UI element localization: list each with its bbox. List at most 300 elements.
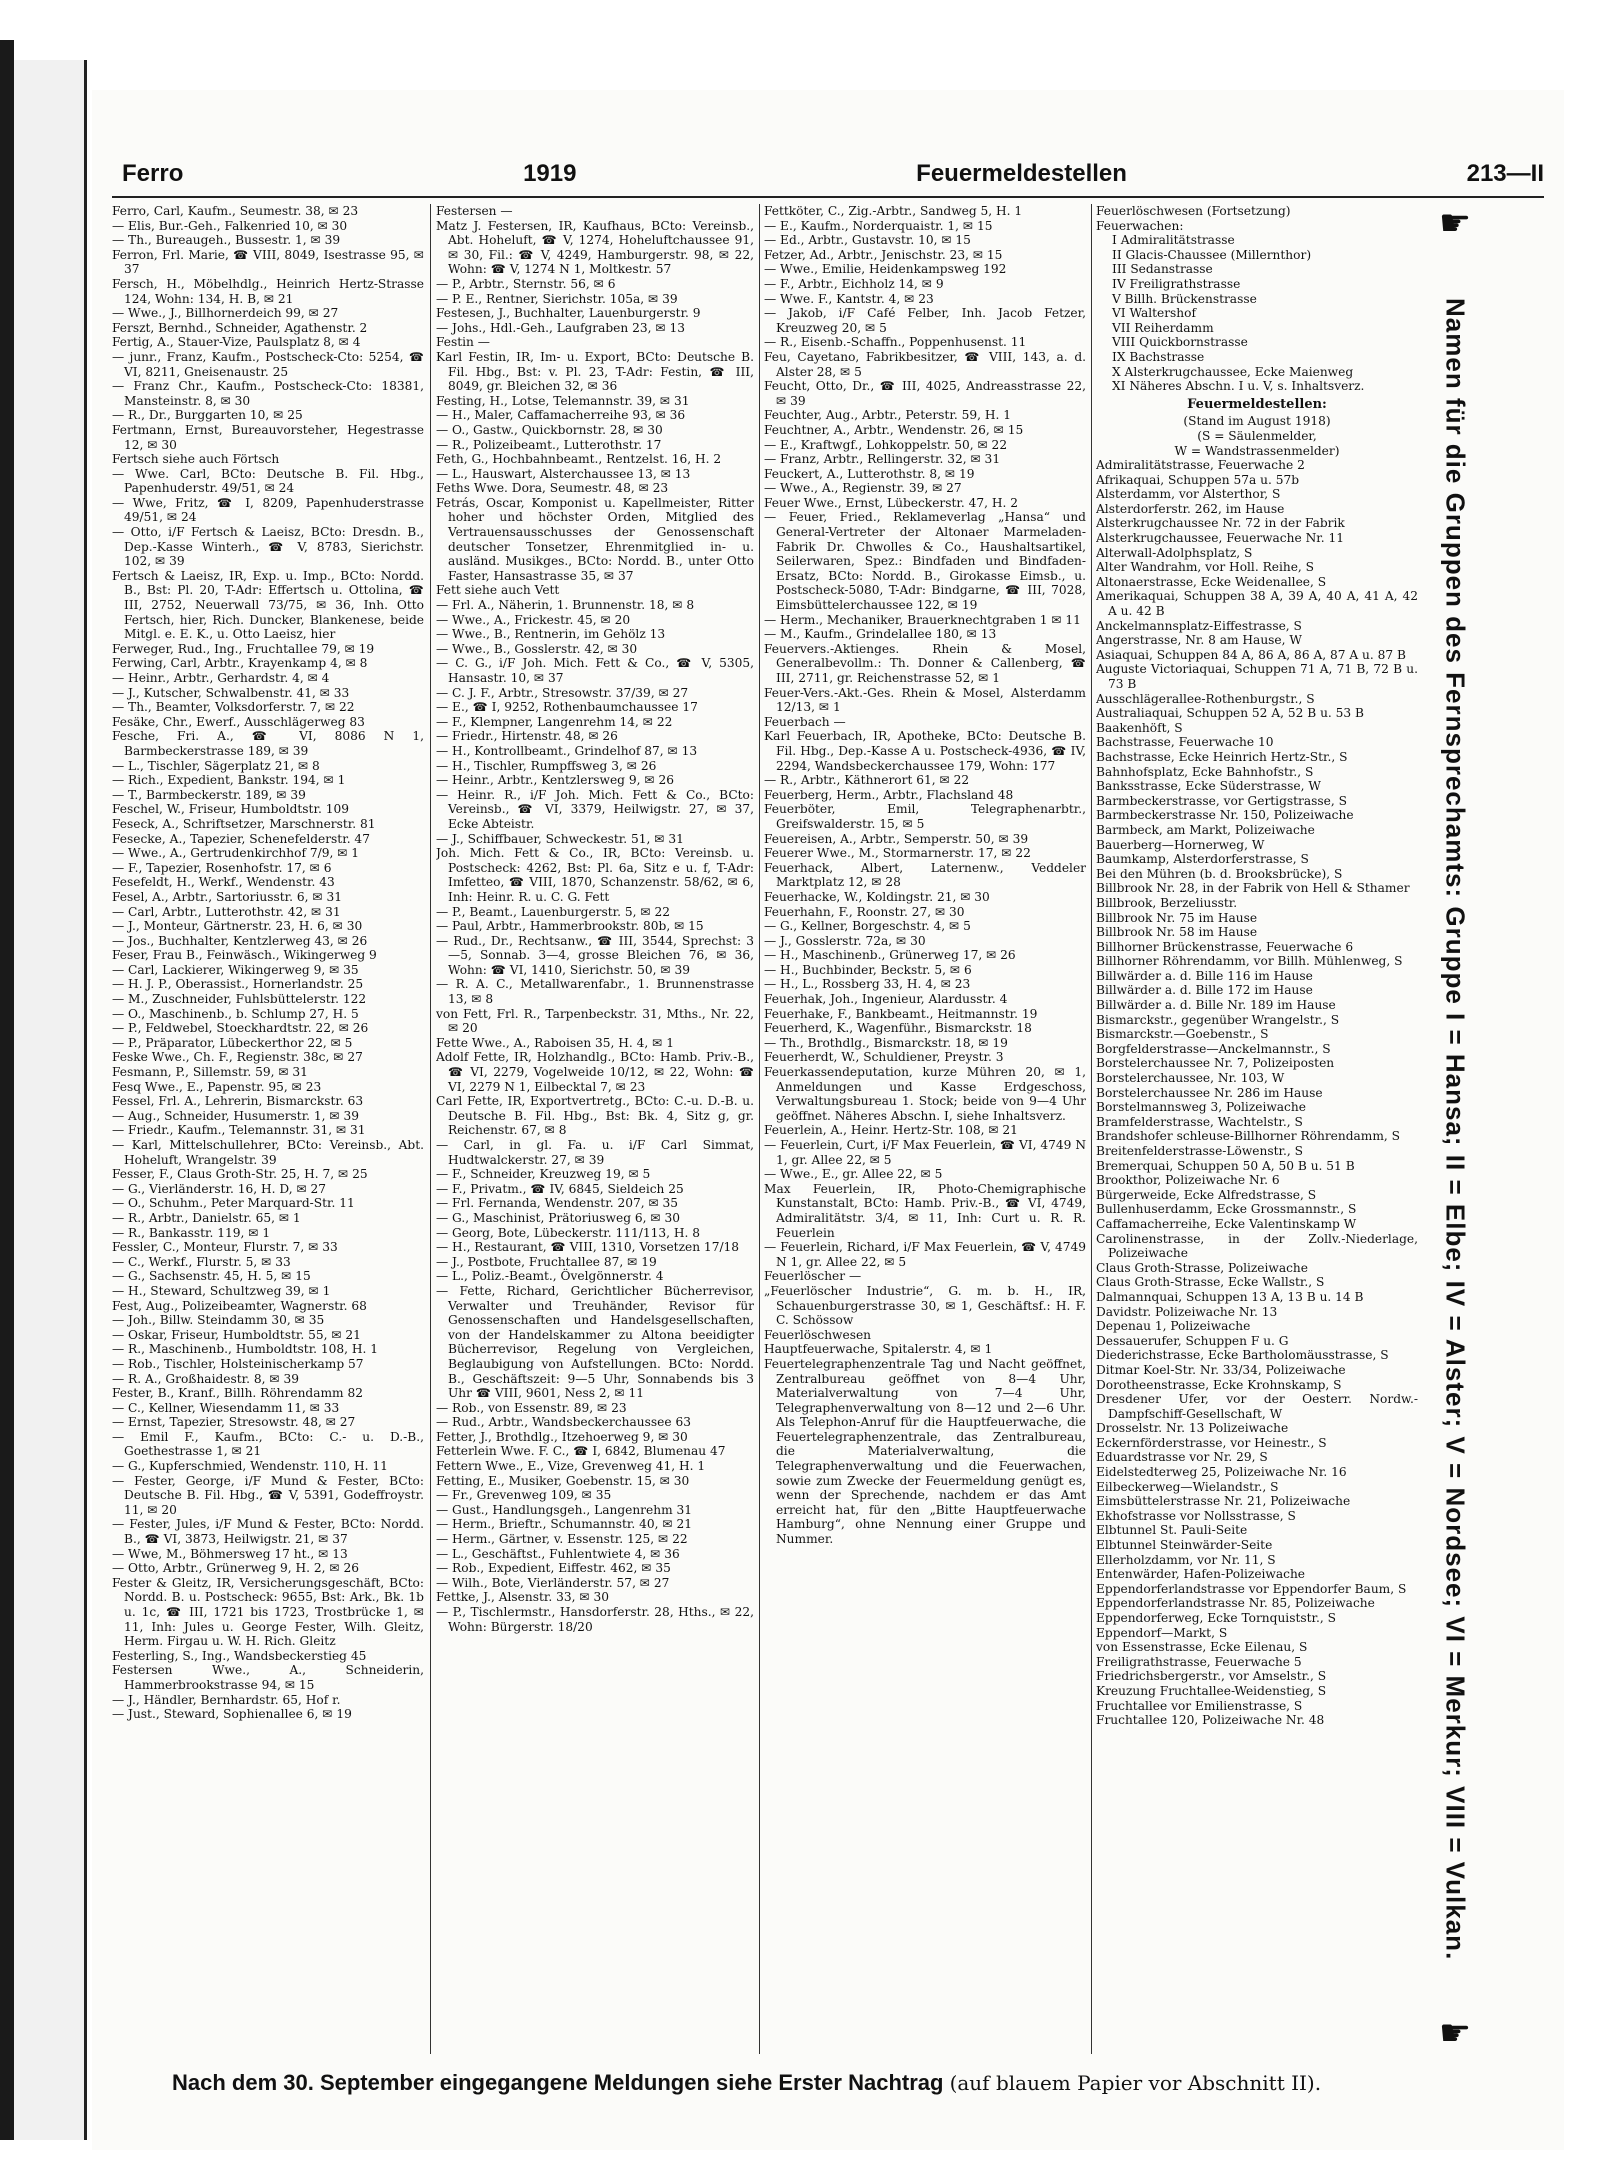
directory-entry: — H., Restaurant, ☎ VIII, 1310, Vorsetzen 17/18 [436, 1240, 740, 1255]
feuermeldestelle-entry: Depenau 1, Polizeiwache [1096, 1319, 1251, 1334]
feuermeldestelle-entry: Altonaerstrasse, Ecke Weidenallee, S [1096, 574, 1327, 589]
directory-entry: — E., ☎ I, 9252, Rothenbaumchaussee 17 [436, 700, 698, 715]
directory-entry: — R., Arbtr., Danielstr. 65, ✉ 1 [112, 1210, 301, 1225]
directory-entry: Feuerherdt, W., Schuldiener, Preystr. 3 [764, 1050, 1004, 1065]
directory-entry: Festerling, S., Ing., Wandsbeckerstieg 45 [112, 1648, 367, 1663]
header-rule [112, 196, 1544, 198]
directory-entry: — Wwe, Fritz, ☎ I, 8209, Papenhuderstrasse 49/51, ✉ 24 [112, 495, 424, 525]
feuermeldestelle-entry: Afrikaquai, Schuppen 57a u. 57b [1096, 472, 1300, 487]
feuermeldestelle-entry: Drosselstr. Nr. 13 Polizeiwache [1096, 1421, 1289, 1436]
feuermeldestelle-entry: Baakenhöft, S [1096, 720, 1183, 735]
feuermeldestelle-entry: Billwärder a. d. Bille 172 im Hause [1096, 983, 1313, 998]
feuermeldestelle-entry: Bürgerweide, Ecke Alfredstrasse, S [1096, 1187, 1317, 1202]
feuermeldestelle-entry: Bei den Mühren (b. d. Brooksbrücke), S [1096, 866, 1343, 881]
directory-entry: Feuchtner, A., Arbtr., Wendenstr. 26, ✉ 15 [764, 422, 1024, 437]
directory-entry: — O., Maschinenb., b. Schlump 27, H. 5 [112, 1006, 359, 1021]
feuermeldestelle-entry: Bachstrasse, Feuerwache 10 [1096, 735, 1274, 750]
directory-entry: — F., Privatm., ☎ IV, 6845, Sieldeich 25 [436, 1181, 684, 1196]
directory-entry: Fetrás, Oscar, Komponist u. Kapellmeister, Ritter hoher und höchster Orden, Mitglied des Vertrauensausschusses der Genossenschaft deutscher Tonsetzer, Ehrenmitglied in- u. ausländ. Musikges., BCto: Nordd. B., unter Otto Faster, Hansastrasse 35, ✉ 37 [436, 495, 754, 583]
directory-entry: — P., Beamt., Lauenburgerstr. 5, ✉ 22 [436, 904, 670, 919]
directory-entry: Fetter, J., Brothdlg., Itzehoerweg 9, ✉ 30 [436, 1429, 688, 1444]
feuermeldestelle-entry: Alterwall-Adolphsplatz, S [1096, 545, 1253, 560]
feuerwache-item: III Sedanstrasse [1112, 262, 1213, 277]
legend-line-1: (S = Säulenmelder, [1197, 428, 1317, 443]
directory-entry: Feuerhahn, F., Roonstr. 27, ✉ 30 [764, 904, 965, 919]
header-section-title: Feuermeldestellen [916, 160, 1127, 187]
directory-entry: — P., Arbtr., Sternstr. 56, ✉ 6 [436, 276, 616, 291]
directory-entry: Carl Fette, IR, Exportvertretg., BCto: C.-u. D.-B. u. Deutsche B. Fil. Hbg., Bst: Bk. 4, Sitz g, gr. Reichenstr. 67, ✉ 8 [436, 1094, 754, 1138]
feuermeldestelle-entry: Carolinenstrasse, in der Zollv.-Niederlage, Polizeiwache [1096, 1231, 1418, 1261]
feuerwache-item: VI Waltershof [1112, 306, 1197, 321]
directory-entry: — J., Schiffbauer, Schweckestr. 51, ✉ 31 [436, 831, 684, 846]
directory-entry: — Wwe., J., Billhornerdeich 99, ✉ 27 [112, 306, 339, 321]
directory-entry: — Heinr. R., i/F Joh. Mich. Fett & Co., BCto: Vereinsb., ☎ VI, 3379, Heilwigstr. 27, ✉ 37, Ecke Abteistr. [436, 787, 754, 831]
feuermeldestelle-entry: Anckelmannsplatz-Eiffestrasse, S [1096, 618, 1302, 633]
feuermeldestelle-entry: Bauerberg—Hornerweg, W [1096, 837, 1265, 852]
directory-entry: Fest, Aug., Polizeibeamter, Wagnerstr. 68 [112, 1298, 367, 1313]
directory-entry: — Ed., Arbtr., Gustavstr. 10, ✉ 15 [764, 233, 971, 248]
directory-entry: — R. A. C., Metallwarenfabr., 1. Brunnenstrasse 13, ✉ 8 [436, 977, 754, 1007]
directory-entry: — H., Buchbinder, Beckstr. 5, ✉ 6 [764, 962, 972, 977]
feuermeldestelle-entry: Billhorner Brückenstrasse, Feuerwache 6 [1096, 939, 1354, 954]
directory-entry: Fesefeldt, H., Werkf., Wendenstr. 43 [112, 875, 335, 890]
feuermeldestelle-entry: Diederichstrasse, Ecke Bartholomäusstrasse, S [1096, 1348, 1389, 1363]
directory-entry: — Feuerlein, Curt, i/F Max Feuerlein, ☎ VI, 4749 N 1, gr. Allee 22, ✉ 5 [764, 1138, 1086, 1167]
feuermeldestelle-entry: Alter Wandrahm, vor Holl. Reihe, S [1096, 560, 1315, 575]
directory-entry: Feuerböter, Emil, Telegraphenarbtr., Greifswalderstr. 15, ✉ 5 [764, 802, 1086, 831]
feuermeldestelle-entry: Dorotheenstrasse, Ecke Krohnskamp, S [1096, 1377, 1342, 1392]
directory-entry: Fetterlein Wwe. F. C., ☎ I, 6842, Blumenau 47 [436, 1444, 726, 1459]
directory-entry: — O., Gastw., Quickbornstr. 28, ✉ 30 [436, 422, 663, 437]
directory-entry: Feuerberg, Herm., Arbtr., Flachsland 48 [764, 787, 1014, 802]
feuermeldestelle-entry: Barmbeckerstrasse Nr. 150, Polizeiwache [1096, 808, 1354, 823]
feuermeldestelle-entry: Borstelerchaussee Nr. 286 im Hause [1096, 1085, 1323, 1100]
feuermeldestelle-entry: Ausschlägerallee-Rothenburgstr., S [1096, 691, 1315, 706]
column-4 [1096, 204, 1418, 2054]
directory-entry: — C. G., i/F Joh. Mich. Fett & Co., ☎ V, 5305, Hansastr. 10, ✉ 37 [436, 656, 754, 685]
directory-entry: — R., Arbtr., Käthnerort 61, ✉ 22 [764, 773, 970, 788]
feuermeldestelle-entry: Brandshofer schleuse-Billhorner Röhrendamm, S [1096, 1129, 1400, 1144]
directory-entry: Feuerbach — [764, 714, 846, 729]
directory-entry: — Emil F., Kaufm., BCto: C.- u. D.-B., Goethestrasse 1, ✉ 21 [112, 1429, 424, 1459]
directory-entry: — Wwe, M., Böhmersweg 17 ht., ✉ 13 [112, 1546, 348, 1561]
scan-edge [0, 40, 14, 2140]
directory-entry: — R., Polizeibeamt., Lutterothstr. 17 [436, 437, 662, 452]
directory-entry: Fesäke, Chr., Ewerf., Ausschlägerweg 83 [112, 714, 365, 729]
directory-entry: — P. E., Rentner, Sierichstr. 105a, ✉ 39 [436, 291, 678, 306]
directory-entry: — L., Poliz.-Beamt., Övelgönnerstr. 4 [436, 1269, 664, 1284]
directory-entry: — Oskar, Friseur, Humboldtstr. 55, ✉ 21 [112, 1327, 361, 1342]
feuermeldestelle-entry: Elbtunnel St. Pauli-Seite [1096, 1523, 1248, 1538]
directory-entry: Feuckert, A., Lutterothstr. 8, ✉ 19 [764, 466, 975, 481]
directory-entry: — Friedr., Hirtenstr. 48, ✉ 26 [436, 729, 618, 744]
feuermeldestelle-entry: Barmbeck, am Markt, Polizeiwache [1096, 822, 1315, 837]
feuermeldestelle-entry: Elbtunnel Steinwärder-Seite [1096, 1538, 1273, 1553]
feuerwache-item: VII Reiherdamm [1112, 320, 1214, 335]
directory-entry: Feuchter, Aug., Arbtr., Peterstr. 59, H. 1 [764, 408, 1011, 423]
directory-entry: — J., Händler, Bernhardstr. 65, Hof r. [112, 1692, 341, 1707]
directory-entry: — J., Kutscher, Schwalbenstr. 41, ✉ 33 [112, 685, 350, 700]
directory-entry: — R., Maschinenb., Humboldtstr. 108, H. 1 [112, 1342, 379, 1357]
directory-entry: — J., Gosslerstr. 72a, ✉ 30 [764, 933, 926, 948]
directory-entry: — M., Zuschneider, Fuhlsbüttelerstr. 122 [112, 992, 367, 1007]
directory-entry: Feuerlöschwesen [764, 1327, 872, 1342]
directory-entry: — Herm., Gärtner, v. Essenstr. 125, ✉ 22 [436, 1532, 688, 1547]
directory-entry: — H. J. P., Oberassist., Hornerlandstr. 25 [112, 977, 364, 992]
directory-entry: — Aug., Schneider, Husumerstr. 1, ✉ 39 [112, 1108, 360, 1123]
directory-entry: Feser, Frau B., Feinwäsch., Wikingerweg 9 [112, 948, 377, 963]
directory-entry: Adolf Fette, IR, Holzhandlg., BCto: Hamb. Priv.-B., ☎ VI, 2279, Vogelweide 10/12, ✉ 22, Wohn: ☎ VI, 2279 N 1, Eilbecktal 7, ✉ 23 [436, 1050, 754, 1094]
directory-entry: — L., Geschäftst., Fuhlentwiete 4, ✉ 36 [436, 1546, 680, 1561]
directory-entry: — Wwe., A., Gertrudenkirchhof 7/9, ✉ 1 [112, 846, 360, 861]
column-divider [430, 204, 431, 2054]
directory-entry: — Jos., Buchhalter, Kentzlerweg 43, ✉ 26 [112, 933, 368, 948]
footer-note [172, 2070, 1444, 2096]
feuermeldestelle-entry: Caffamacherreihe, Ecke Valentinskamp W [1096, 1216, 1357, 1231]
feuermeldestelle-entry: Claus Groth-Strasse, Polizeiwache [1096, 1260, 1308, 1275]
feuermeldestelle-entry: Bahnhofsplatz, Ecke Bahnhofstr., S [1096, 764, 1314, 779]
directory-entry: — Frl. Fernanda, Wendenstr. 207, ✉ 35 [436, 1196, 679, 1211]
directory-entry: — Elis, Bur.-Geh., Falkenried 10, ✉ 30 [112, 218, 348, 233]
directory-entry: Karl Festin, IR, Im- u. Export, BCto: Deutsche B. Fil. Hbg., Bst: v. Pl. 23, T-Adr: Festin, ☎ III, 8049, gr. Bleichen 32, ✉ 36 [436, 349, 754, 394]
directory-entry: — Wwe., A., Regienstr. 39, ✉ 27 [764, 481, 962, 496]
directory-entry: — Fester, George, i/F Mund & Fester, BCto: Deutsche B. Fil. Hbg., ☎ V, 5391, Godeffroystr. 11, ✉ 20 [112, 1473, 424, 1517]
column-2 [436, 204, 754, 2054]
feuermeldestelle-entry: Borstelerchaussee Nr. 7, Polizeiposten [1096, 1056, 1335, 1071]
directory-entry: — L., Hauswart, Alsterchaussee 13, ✉ 13 [436, 466, 691, 481]
feuermeldestelle-entry: Eppendorferlandstrasse Nr. 85, Polizeiwache [1096, 1596, 1375, 1611]
directory-entry: — C., Werkf., Flurstr. 5, ✉ 33 [112, 1254, 291, 1269]
directory-entry: Feuer Wwe., Ernst, Lübeckerstr. 47, H. 2 [764, 495, 1019, 510]
directory-entry: — P., Tischlermstr., Hansdorferstr. 28, Hths., ✉ 22, Wohn: Bürgerstr. 18/20 [436, 1605, 754, 1634]
directory-entry: — Franz, Arbtr., Rellingerstr. 32, ✉ 31 [764, 452, 1001, 467]
feuermeldestelle-entry: Alsterdorferstr. 262, im Hause [1096, 501, 1285, 516]
directory-entry: — Joh., Billw. Steindamm 30, ✉ 35 [112, 1313, 325, 1328]
feuermeldestelle-entry: Fruchtallee vor Emilienstrasse, S [1096, 1698, 1303, 1713]
directory-entry: — Wwe., B., Gosslerstr. 42, ✉ 30 [436, 641, 638, 656]
feuermeldestelle-entry: Dalmannquai, Schuppen 13 A, 13 B u. 14 B [1096, 1289, 1364, 1304]
feuermeldestelle-entry: Borstelmannsweg 3, Polizeiwache [1096, 1100, 1306, 1115]
directory-entry: — R., Bankasstr. 119, ✉ 1 [112, 1225, 271, 1240]
directory-entry: — Rob., Expedient, Eiffestr. 462, ✉ 35 [436, 1561, 671, 1576]
feuermeldestelle-entry: Eckernförderstrasse, vor Heinestr., S [1096, 1435, 1327, 1450]
feuermeldestelle-entry: Eppendorf—Markt, S [1096, 1625, 1228, 1640]
directory-entry: Fester, B., Kranf., Billh. Röhrendamm 82 [112, 1386, 363, 1401]
column-3 [764, 204, 1086, 2054]
directory-entry: — Th., Beamter, Volksdorferstr. 7, ✉ 22 [112, 700, 355, 715]
feuermeldestelle-entry: Amerikaquai, Schuppen 38 A, 39 A, 40 A, 41 A, 42 A u. 42 B [1096, 589, 1418, 619]
section-title: Feuermeldestellen: [1187, 396, 1327, 412]
running-head [122, 160, 1544, 194]
directory-entry: — M., Kaufm., Grindelallee 180, ✉ 13 [764, 627, 997, 642]
feuermeldestelle-entry: Eduardstrasse vor Nr. 29, S [1096, 1450, 1268, 1465]
left-page-sliver [14, 60, 87, 2140]
directory-entry: — Wwe. F., Kantstr. 4, ✉ 23 [764, 291, 934, 306]
feuermeldestelle-entry: Billbrook Nr. 75 im Hause [1096, 910, 1258, 925]
directory-entry: Ferweger, Rud., Ing., Fruchtallee 79, ✉ 19 [112, 641, 375, 656]
directory-entry: Feuereisen, A., Arbtr., Semperstr. 50, ✉ 39 [764, 831, 1029, 846]
directory-entry: — Rob., von Essenstr. 89, ✉ 23 [436, 1400, 627, 1415]
directory-entry: Fett siehe auch Vett [436, 583, 560, 598]
directory-entry: — Frl. A., Näherin, 1. Brunnenstr. 18, ✉ 8 [436, 598, 695, 613]
directory-entry: Feuerhack, Albert, Laternenw., Veddeler Marktplatz 12, ✉ 28 [764, 860, 1086, 890]
directory-entry: — Karl, Mittelschullehrer, BCto: Vereinsb., Abt. Hoheluft, Wrangelstr. 39 [112, 1138, 424, 1167]
directory-entry: — junr., Franz, Kaufm., Postscheck-Cto: 5254, ☎ VI, 8211, Gneisenaustr. 25 [112, 349, 424, 379]
directory-entry: Ferwing, Carl, Arbtr., Krayenkamp 4, ✉ 8 [112, 656, 368, 671]
directory-entry: — R., Dr., Burggarten 10, ✉ 25 [112, 408, 303, 423]
feuermeldestelle-entry: Davidstr. Polizeiwache Nr. 13 [1096, 1304, 1278, 1319]
directory-entry: — Carl, Lackierer, Wikingerweg 9, ✉ 35 [112, 962, 359, 977]
directory-entry: — E., Kraftwgf., Lohkoppelstr. 50, ✉ 22 [764, 437, 1008, 452]
directory-entry: Max Feuerlein, IR, Photo-Chemigraphische Kunstanstalt, BCto: Hamb. Priv.-B., ☎ VI, 4749, Admiralitätstr. 3/4, ✉ 11, Inh: Curt u. R. R. Feuerlein [764, 1181, 1086, 1240]
directory-entry: — Rud., Dr., Rechtsanw., ☎ III, 3544, Sprechst: 3—5, Sonnab. 3—4, grosse Bleichen 76, ✉ 36, Wohn: ☎ VI, 1410, Sierichstr. 50, ✉ 39 [436, 933, 754, 977]
feuerwache-item: IV Freiligrathstrasse [1112, 276, 1241, 291]
pointing-hand-icon: ☛ [1438, 2012, 1472, 2054]
directory-entry: — G., Vierländerstr. 16, H. D, ✉ 27 [112, 1181, 327, 1196]
directory-entry: — H., Tischler, Rumpffsweg 3, ✉ 26 [436, 758, 657, 773]
directory-entry: — Heinr., Arbtr., Gerhardstr. 4, ✉ 4 [112, 671, 330, 685]
directory-entry: — P., Präparator, Lübeckerthor 22, ✉ 5 [112, 1035, 353, 1050]
feuermeldestelle-entry: Bramfelderstrasse, Wachtelstr., S [1096, 1114, 1303, 1129]
directory-entry: — F., Arbtr., Eichholz 14, ✉ 9 [764, 276, 944, 291]
directory-entry: Ferron, Frl. Marie, ☎ VIII, 8049, Isestrasse 95, ✉ 37 [112, 247, 424, 277]
feuermeldestelle-entry: Bismarckstr.—Goebenstr., S [1096, 1027, 1269, 1042]
column-divider [1091, 204, 1092, 2054]
directory-entry: — C., Kellner, Wiesendamm 11, ✉ 33 [112, 1400, 340, 1415]
directory-entry: — G., Sachsenstr. 45, H. 5, ✉ 15 [112, 1269, 311, 1284]
feuermeldestelle-entry: Fruchtallee 120, Polizeiwache Nr. 48 [1096, 1713, 1325, 1728]
directory-entry: — F., Tapezier, Rosenhofstr. 17, ✉ 6 [112, 860, 332, 875]
directory-entry: Feuervers.-Aktienges. Rhein & Mosel, Generalbevollm.: Th. Donner & Callenberg, ☎ III, 2711, gr. Reichenstrasse 52, ✉ 1 [764, 641, 1086, 685]
footer-normal-text: (auf blauem Papier vor Abschnitt II). [949, 2071, 1322, 2095]
directory-entry: Fertsch siehe auch Förtsch [112, 452, 280, 467]
directory-entry: — G., Kellner, Borgeschstr. 4, ✉ 5 [764, 919, 971, 934]
directory-entry: — Franz Chr., Kaufm., Postscheck-Cto: 18381, Mansteinstr. 8, ✉ 30 [112, 379, 424, 408]
feuermeldestelle-entry: Bremerquai, Schuppen 50 A, 50 B u. 51 B [1096, 1158, 1355, 1173]
directory-entry: Fesche, Fri. A., ☎ VI, 8086 N 1, Barmbeckerstrasse 189, ✉ 39 [112, 729, 424, 758]
directory-entry: Karl Feuerbach, IR, Apotheke, BCto: Deutsche B. Fil. Hbg., Dep.-Kasse A u. Postscheck-4936, ☎ IV, 2294, Wandsbeckerchaussee 179, Wohn: 177 [764, 729, 1086, 773]
directory-entry: — Wwe., B., Rentnerin, im Gehölz 13 [436, 627, 666, 642]
feuerwache-item: XI Näheres Abschn. I u. V, s. Inhaltsverz. [1112, 379, 1365, 394]
directory-page [92, 90, 1564, 2150]
feuermeldestelle-entry: Asiaquai, Schuppen 84 A, 86 A, 86 A, 87 A u. 87 B [1096, 647, 1406, 662]
feuermeldestelle-entry: Bachstrasse, Ecke Heinrich Hertz-Str., S [1096, 749, 1348, 764]
feuermeldestelle-entry: Billwärder a. d. Bille Nr. 189 im Hause [1096, 998, 1336, 1013]
directory-entry: — J., Postbote, Fruchtallee 87, ✉ 19 [436, 1254, 657, 1269]
directory-entry: Festersen — [436, 204, 513, 218]
directory-entry: — Paul, Arbtr., Hammerbrookstr. 80b, ✉ 15 [436, 919, 704, 934]
footer-bold-text: Nach dem 30. September eingegangene Meldungen siehe Erster Nachtrag [172, 2070, 944, 2095]
directory-entry: Feuerhacke, W., Koldingstr. 21, ✉ 30 [764, 889, 990, 904]
directory-entry: — Carl, Arbtr., Lutterothstr. 42, ✉ 31 [112, 904, 341, 919]
directory-entry: — J., Monteur, Gärtnerstr. 23, H. 6, ✉ 30 [112, 919, 363, 934]
feuerwache-item: V Billh. Brückenstrasse [1112, 291, 1257, 306]
directory-entry: Fertig, A., Stauer-Vize, Paulsplatz 8, ✉ 4 [112, 335, 361, 350]
feuermeldestelle-entry: Alsterkrugchaussee, Feuerwache Nr. 11 [1096, 531, 1344, 546]
directory-entry: — Th., Bureaugeh., Bussestr. 1, ✉ 39 [112, 233, 341, 248]
feuermeldestelle-entry: Eilbeckerweg—Wielandstr., S [1096, 1479, 1279, 1494]
directory-entry: — Wwe., E., gr. Allee 22, ✉ 5 [764, 1167, 943, 1182]
feuerwachen-label: Feuerwachen: [1096, 218, 1184, 233]
directory-entry: — Jakob, i/F Café Felber, Inh. Jacob Fetzer, Kreuzweg 20, ✉ 5 [764, 306, 1086, 335]
directory-entry: — Otto, Arbtr., Grünerweg 9, H. 2, ✉ 26 [112, 1561, 359, 1576]
directory-entry: Feuerkassendeputation, kurze Mühren 20, ✉ 1, Anmeldungen und Kasse Erdgeschoss, Verwaltungsbureau 1. Stock; beide von 9—4 Uhr geöffnet. Näheres Abschn. I, siehe Inhaltsverz. [764, 1065, 1086, 1123]
feuermeldestelle-entry: Ditmar Koel-Str. Nr. 33/34, Polizeiwache [1096, 1362, 1346, 1377]
directory-entry: — H., Steward, Schultzweg 39, ✉ 1 [112, 1283, 331, 1298]
directory-entry: Fetting, E., Musiker, Goebenstr. 15, ✉ 30 [436, 1473, 690, 1488]
directory-entry: Festing, H., Lotse, Telemannstr. 39, ✉ 31 [436, 393, 690, 408]
directory-entry: Feths Wwe. Dora, Seumestr. 48, ✉ 23 [436, 481, 669, 496]
directory-entry: „Feuerlöscher Industrie“, G. m. b. H., IR, Schauenburgerstrasse 30, ✉ 1, Geschäftsf.: H. F. C. Schössow [764, 1283, 1086, 1328]
feuermeldestelle-entry: Eppendorferweg, Ecke Tornquiststr., S [1096, 1611, 1336, 1625]
feuermeldestelle-entry: Eidelstedterweg 25, Polizeiwache Nr. 16 [1096, 1465, 1347, 1480]
directory-entry: — F., Klempner, Langenrehm 14, ✉ 22 [436, 714, 673, 729]
feuermeldestelle-entry: Angerstrasse, Nr. 8 am Hause, W [1096, 633, 1302, 648]
directory-entry: Fertsch & Laeisz, IR, Exp. u. Imp., BCto: Nordd. B., Bst: Pl. 20, T-Adr: Effertsch u. Ottolina, ☎ III, 2752, Neuerwall 73/75, ✉ 36, Inh. Otto Fertsch, hier, Rich. Duncker, Blankenese, beide Mitgl. e. E. K., u. Otto Laeisz, hier [112, 568, 424, 642]
directory-entry: Feth, G., Hochbahnbeamt., Rentzelst. 16, H. 2 [436, 452, 722, 467]
directory-entry: — Just., Steward, Sophienallee 6, ✉ 19 [112, 1707, 352, 1722]
feuermeldestelle-entry: Alsterkrugchaussee Nr. 72 in der Fabrik [1096, 516, 1345, 531]
legend-line-2: W = Wandstrassenmelder) [1174, 443, 1340, 458]
feuermeldestelle-entry: Bismarckstr., gegenüber Wrangelstr., S [1096, 1012, 1340, 1027]
telephone-groups-strip [1430, 204, 1480, 2054]
directory-entry: Feuerhake, F., Bankbeamt., Heitmannstr. 19 [764, 1006, 1038, 1021]
feuermeldestelle-entry: Entenwärder, Hafen-Polizeiwache [1096, 1567, 1306, 1582]
feuermeldestelle-entry: Freiligrathstrasse, Feuerwache 5 [1096, 1654, 1302, 1669]
directory-entry: — E., Kaufm., Norderquaistr. 1, ✉ 15 [764, 218, 993, 233]
directory-entry: Fesel, A., Arbtr., Sartoriusstr. 6, ✉ 31 [112, 889, 342, 904]
directory-entry: Fettköter, C., Zig.-Arbtr., Sandweg 5, H. 1 [764, 204, 1023, 218]
header-year: 1919 [523, 160, 577, 187]
feuermeldestelle-entry: Kreuzung Fruchtallee-Weidenstieg, S [1096, 1683, 1327, 1698]
feuermeldestelle-entry: Billbrook Nr. 28, in der Fabrik von Hell & Sthamer [1096, 881, 1410, 896]
directory-entry: — R., Eisenb.-Schaffn., Poppenhusenst. 11 [764, 335, 1027, 350]
directory-entry: — H., Maler, Caffamacherreihe 93, ✉ 36 [436, 408, 686, 423]
directory-entry: — Rich., Expedient, Bankstr. 194, ✉ 1 [112, 773, 346, 788]
directory-entry: — Friedr., Kaufm., Telemannstr. 31, ✉ 31 [112, 1123, 366, 1138]
directory-entry: — Herm., Brieftr., Schumannstr. 40, ✉ 21 [436, 1517, 692, 1532]
directory-entry: Fertmann, Ernst, Bureauvorsteher, Hegestrasse 12, ✉ 30 [112, 422, 424, 452]
feuermeldestelle-entry: Dresdener Ufer, vor der Oesterr. Nordw.-Dampfschiff-Gesellschaft, W [1096, 1392, 1418, 1421]
directory-entry: Feuerer Wwe., M., Stormarnerstr. 17, ✉ 22 [764, 846, 1031, 861]
feuerwache-item: X Alsterkrugchaussee, Ecke Maienweg [1112, 364, 1354, 379]
feuermeldestelle-entry: Borstelerchaussee, Nr. 103, W [1096, 1071, 1285, 1086]
section-subtitle: (Stand im August 1918) [1183, 414, 1331, 429]
pointing-hand-icon: ☛ [1438, 203, 1472, 244]
feuermeldestelle-entry: Friedrichsbergerstr., vor Amselstr., S [1096, 1669, 1327, 1684]
directory-entry: Fesmann, P., Sillemstr. 59, ✉ 31 [112, 1065, 308, 1080]
directory-entry: Feuer-Vers.-Akt.-Ges. Rhein & Mosel, Alsterdamm 12/13, ✉ 1 [764, 685, 1086, 715]
column-4-top-head: Feuerlöschwesen (Fortsetzung) [1096, 204, 1291, 218]
directory-entry: Fette Wwe., A., Raboisen 35, H. 4, ✉ 1 [436, 1035, 675, 1050]
directory-entry: — Heinr., Arbtr., Kentzlersweg 9, ✉ 26 [436, 773, 674, 788]
directory-entry: Feske Wwe., Ch. F., Regienstr. 38c, ✉ 27 [112, 1050, 363, 1065]
directory-entry: — H., Kontrollbeamt., Grindelhof 87, ✉ 13 [436, 743, 698, 758]
directory-entry: — H., Maschinenb., Grünerweg 17, ✉ 26 [764, 948, 1016, 963]
feuermeldestelle-entry: Australiaquai, Schuppen 52 A, 52 B u. 53 B [1096, 706, 1365, 721]
directory-entry: — Rud., Arbtr., Wandsbeckerchaussee 63 [436, 1415, 691, 1430]
feuermeldestelle-entry: Ellerholzdamm, vor Nr. 11, S [1096, 1552, 1276, 1567]
feuermeldestelle-entry: Billhorner Röhrendamm, vor Billh. Mühlenweg, S [1096, 954, 1403, 969]
feuerwachen-list [1096, 233, 1418, 394]
directory-entry: — O., Schuhm., Peter Marquard-Str. 11 [112, 1196, 355, 1211]
directory-entry: — R. A., Großhaidestr. 8, ✉ 39 [112, 1371, 299, 1386]
feuermeldestelle-entry: Auguste Victoriaquai, Schuppen 71 A, 71 B, 72 B u. 73 B [1096, 662, 1418, 691]
feuermeldestelle-entry: Billbrook, Berzeliusstr. [1096, 895, 1238, 910]
page-number: 213—II [1466, 160, 1544, 187]
directory-entry: Fesq Wwe., E., Papenstr. 95, ✉ 23 [112, 1079, 322, 1094]
directory-entry: Feuerhak, Joh., Ingenieur, Alardusstr. 4 [764, 992, 1008, 1007]
directory-entry: Matz J. Festersen, IR, Kaufhaus, BCto: Vereinsb., Abt. Hoheluft, ☎ V, 1274, Hoheluftchaussee 91, ✉ 30, Fil.: ☎ V, 4249, Hamburgerstr. 98, ✉ 22, Wohn: ☎ V, 1274 N 1, Moltkestr. 57 [436, 218, 754, 277]
directory-entry: — Wilh., Bote, Vierländerstr. 57, ✉ 27 [436, 1575, 670, 1590]
directory-entry: Feuerlein, A., Heinr. Hertz-Str. 108, ✉ 21 [764, 1123, 1018, 1138]
directory-entry: — Wwe. Carl, BCto: Deutsche B. Fil. Hbg., Papenhuderstr. 49/51, ✉ 24 [112, 466, 424, 496]
header-left-word: Ferro [122, 160, 184, 187]
feuermeldestelle-entry: Breitenfelderstrasse-Löwenstr., S [1096, 1144, 1303, 1158]
directory-entry: Festesen, J., Buchhalter, Lauenburgerstr. 9 [436, 306, 701, 321]
directory-entry: Fesser, F., Claus Groth-Str. 25, H. 7, ✉ 25 [112, 1167, 368, 1182]
directory-entry: Fettke, J., Alsenstr. 33, ✉ 30 [436, 1590, 609, 1605]
feuerwache-item: VIII Quickbornstrasse [1112, 335, 1248, 350]
directory-entry: — G., Kupferschmied, Wendenstr. 110, H. 11 [112, 1459, 388, 1474]
directory-entry: Festin — [436, 335, 490, 350]
feuermeldestelle-entry: Alsterdamm, vor Alsterthor, S [1096, 487, 1281, 502]
feuermeldestelle-entry: Billbrook Nr. 58 im Hause [1096, 925, 1258, 940]
directory-entry: Feuerlöscher — [764, 1269, 862, 1284]
directory-entry: — T., Barmbeckerstr. 189, ✉ 39 [112, 787, 306, 802]
directory-entry: — Johs., Hdl.-Geh., Laufgraben 23, ✉ 13 [436, 320, 685, 335]
directory-entry: — Georg, Bote, Lübeckerstr. 111/113, H. 8 [436, 1225, 700, 1240]
directory-entry: Joh. Mich. Fett & Co., IR, BCto: Vereinsb. u. Postscheck: 4262, Bst: Pl. 6a, Sitz e u. f, T-Adr: Imfetteo, ☎ VIII, 1870, Schanzenstr. 58/62, ✉ 6, Inh: Heinr. R. u. C. G. Fett [436, 846, 754, 904]
feuermeldestelle-entry: Barmbeckerstrasse, vor Gertigstrasse, S [1096, 793, 1347, 808]
feuermeldestelle-entry: Dessauerufer, Schuppen F u. G [1096, 1333, 1289, 1348]
feuermeldestelle-entry: Borgfelderstrasse—Anckelmannstr., S [1096, 1041, 1331, 1056]
directory-entry: Feschel, W., Friseur, Humboldtstr. 109 [112, 802, 349, 817]
telephone-groups-note: Namen für die Gruppen des Fernsprechamts: Gruppe I = Hansa; II = Elbe; IV = Alster; V = Nordsee; VI = Merkur; VIII = Vulkan. [1440, 297, 1471, 1961]
feuermeldestelle-entry: Eppendorferlandstrasse vor Eppendorfer Baum, S [1096, 1581, 1407, 1596]
directory-entry: Feucht, Otto, Dr., ☎ III, 4025, Andreasstrasse 22, ✉ 39 [764, 379, 1086, 408]
feuermeldestelle-entry: Eimsbüttelerstrasse Nr. 21, Polizeiwache [1096, 1494, 1351, 1509]
directory-entry: Festersen Wwe., A., Schneiderin, Hammerbrookstrasse 94, ✉ 15 [112, 1663, 424, 1692]
directory-entry: — Fette, Richard, Gerichtlicher Bücherrevisor, Verwalter und Treuhänder, Revisor für Genossenschaften und Handelsgesellschaften, von der Handelskammer zu Altona beeidigter Bücherrevisor, Regelung von Vergleichen, Beglaubigung von Aufstellungen. BCto: Nordd. B., Geschäftszeit: 9—5 Uhr, Sonnabends bis 3 Uhr ☎ VIII, 9601, Ness 2, ✉ 11 [436, 1283, 754, 1401]
directory-entry: Fettern Wwe., E., Vize, Grevenweg 41, H. 1 [436, 1459, 706, 1474]
directory-entry: Ferro, Carl, Kaufm., Seumestr. 38, ✉ 23 [112, 204, 359, 218]
feuermeldestelle-entry: Baumkamp, Alsterdorferstrasse, S [1096, 852, 1309, 867]
directory-entry: — Wwe., Emilie, Heidenkampsweg 192 [764, 262, 1007, 277]
directory-entry: Fester & Gleitz, IR, Versicherungsgeschäft, BCto: Nordd. B. u. Postscheck: 9655, Bst: Ark., Bk. 1b u. 1c, ☎ III, 1721 bis 1723, Trostbrücke 1, ✉ 11, Inh: Jules u. George Fester, Wilh. Gleitz, Herm. Firgau u. W. H. Rich. Gleitz [112, 1575, 424, 1649]
feuermeldestelle-entry: Claus Groth-Strasse, Ecke Wallstr., S [1096, 1275, 1325, 1290]
feuermeldestelle-entry: Banksstrasse, Ecke Süderstrasse, W [1096, 779, 1321, 794]
directory-entry: — Gust., Handlungsgeh., Langenrehm 31 [436, 1502, 693, 1517]
directory-entry: — L., Tischler, Sägerplatz 21, ✉ 8 [112, 758, 320, 773]
directory-entry: — P., Feldwebel, Stoeckhardtstr. 22, ✉ 26 [112, 1021, 369, 1036]
directory-entry: — Fester, Jules, i/F Mund & Fester, BCto: Nordd. B., ☎ VI, 3873, Heilwigstr. 21, ✉ 37 [112, 1517, 424, 1547]
feuerwache-item: I Admiralitätstrasse [1112, 233, 1235, 248]
feuermeldestellen-list [1096, 458, 1418, 1728]
directory-entry: Fersch, H., Möbelhdlg., Heinrich Hertz-Strasse 124, Wohn: 134, H. B, ✉ 21 [112, 276, 424, 306]
column-1 [112, 204, 424, 2054]
directory-entry: — Rob., Tischler, Holsteinischerkamp 57 [112, 1356, 364, 1371]
directory-entry: Ferszt, Bernhd., Schneider, Agathenstr. 2 [112, 320, 368, 335]
directory-entry: Fessel, Frl. A., Lehrerin, Bismarckstr. 63 [112, 1094, 364, 1109]
feuerwache-item: II Glacis-Chaussee (Millernthor) [1112, 247, 1312, 262]
directory-entry: von Fett, Frl. R., Tarpenbeckstr. 31, Mths., Nr. 22, ✉ 20 [436, 1006, 754, 1036]
directory-entry: Hauptfeuerwache, Spitalerstr. 4, ✉ 1 [764, 1342, 993, 1357]
directory-entry: — Ernst, Tapezier, Stresowstr. 48, ✉ 27 [112, 1415, 356, 1430]
directory-entry: — Carl, in gl. Fa. u. i/F Carl Simmat, Hudtwalckerstr. 27, ✉ 39 [436, 1138, 754, 1167]
directory-entry: — Wwe., A., Frickestr. 45, ✉ 20 [436, 612, 631, 627]
feuermeldestelle-entry: Ekhofstrasse vor Nollsstrasse, S [1096, 1508, 1296, 1523]
